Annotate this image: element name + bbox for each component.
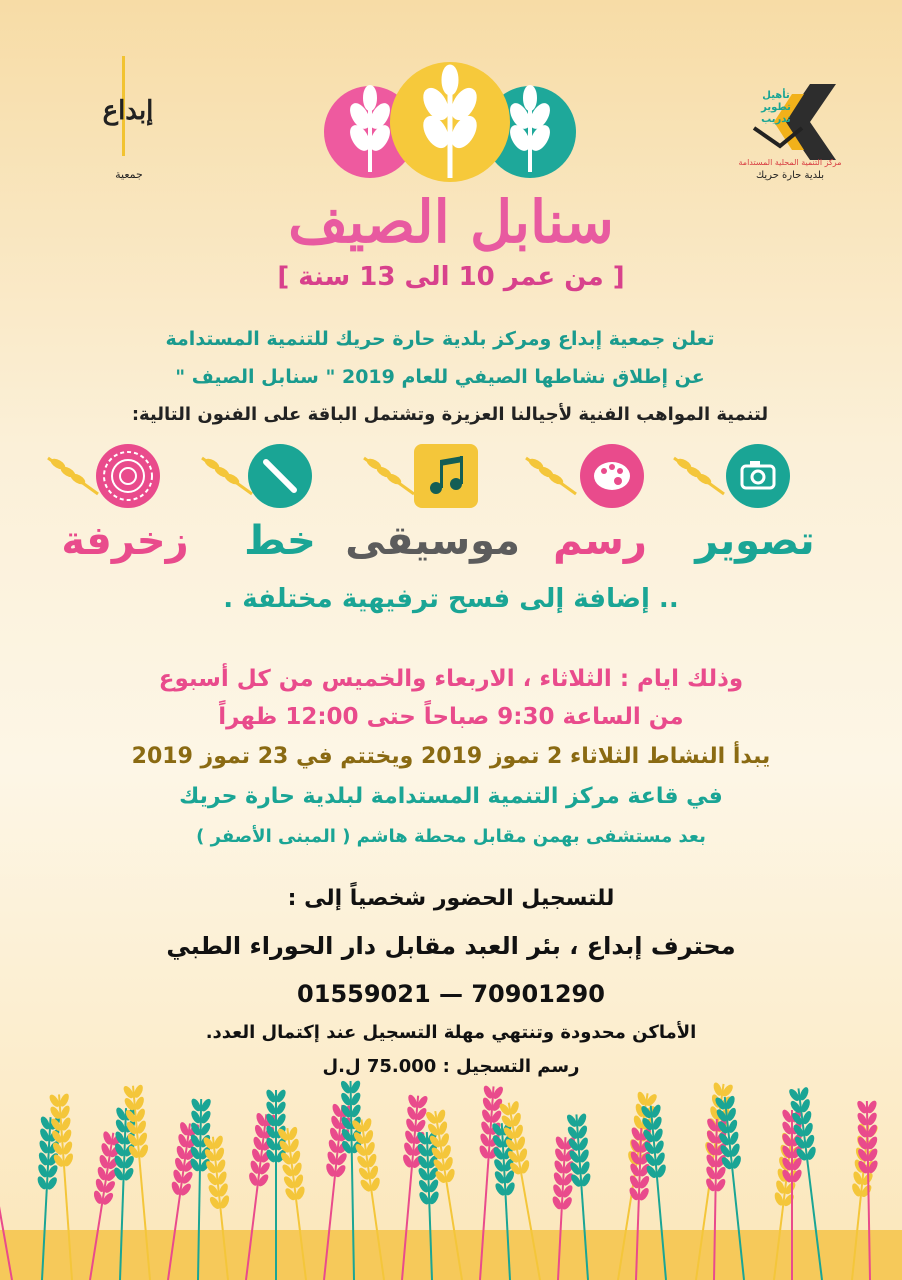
registration-address: محترف إبداع ، بئر العبد مقابل دار الحوراء الطبي (166, 932, 736, 960)
logo-city: بلدية حارة حريك (755, 170, 825, 181)
wheat-ornament-4 (520, 450, 580, 500)
wheat-field (0, 1060, 902, 1280)
music-icon (414, 444, 478, 508)
art-label-rasm: رسم (553, 518, 647, 564)
registration-note: الأماكن محدودة وتنتهي مهلة التسجيل عند إكتمال العدد. (205, 1022, 697, 1043)
ibdaa-logo-sub: جمعية (115, 168, 143, 181)
intro-line-2: عن إطلاق نشاطها الصيفي للعام 2019 " سنابل الصيف " (175, 366, 705, 388)
age-range: [ من عمر 10 الى 13 سنة ] (277, 262, 625, 292)
logo-org: مركز التنمية المحلية المستدامة (738, 158, 842, 167)
ground (0, 1230, 902, 1280)
extra-activities: .. إضافة إلى فسح ترفيهية مختلفة . (223, 584, 679, 614)
yellow-badge (390, 62, 510, 182)
mandala-icon (96, 444, 160, 508)
intro-line-1: تعلن جمعية إبداع ومركز بلدية حارة حريك للتنمية المستدامة (165, 328, 715, 350)
logo-word-3: تدريب (761, 114, 791, 125)
ibdaa-logo-text: إبداع (102, 96, 154, 126)
schedule-venue: في قاعة مركز التنمية المستدامة لبلدية حارة حريك (179, 784, 723, 809)
wheat-ornament-2 (196, 450, 256, 500)
art-label-khat: خط (244, 518, 316, 564)
art-label-mousiqa: موسيقى (345, 518, 520, 564)
intro-line-3: لتنمية المواهب الفنية لأجيالنا العزيزة وتشتمل الباقة على الفنون التالية: (131, 404, 769, 425)
wheat-ornament-1 (42, 450, 102, 500)
municipality-logo (740, 84, 850, 194)
registration-phones: 01559021 — 70901290 (297, 980, 605, 1008)
schedule-hours: من الساعة 9:30 صباحاً حتى 12:00 ظهراً (218, 704, 684, 730)
ibdaa-logo (104, 56, 164, 186)
camera-icon (726, 444, 790, 508)
logo-word-2: تطوير (761, 102, 791, 113)
art-label-zakhrafa: زخرفة (61, 518, 189, 564)
palette-icon (580, 444, 644, 508)
registration-fee: رسم التسجيل : 75.000 ل.ل (322, 1056, 580, 1077)
registration-heading: للتسجيل الحضور شخصياً إلى : (287, 886, 615, 911)
wheat-ornament-3 (358, 450, 418, 500)
event-title: سنابل الصيف (288, 188, 614, 256)
schedule-dates: يبدأ النشاط الثلاثاء 2 تموز 2019 ويختتم في 23 تموز 2019 (131, 744, 771, 769)
schedule-days: وذلك ايام : الثلاثاء ، الاربعاء والخميس من كل أسبوع (158, 666, 744, 692)
wheat-badges (320, 60, 580, 190)
schedule-directions: بعد مستشفى بهمن مقابل محطة هاشم ( المبنى الأصفر ) (196, 826, 706, 847)
wheat-ornament-5 (668, 450, 728, 500)
pen-icon (248, 444, 312, 508)
logo-word-1: تأهيل (762, 90, 790, 101)
art-label-tasweer: تصوير (695, 518, 815, 564)
